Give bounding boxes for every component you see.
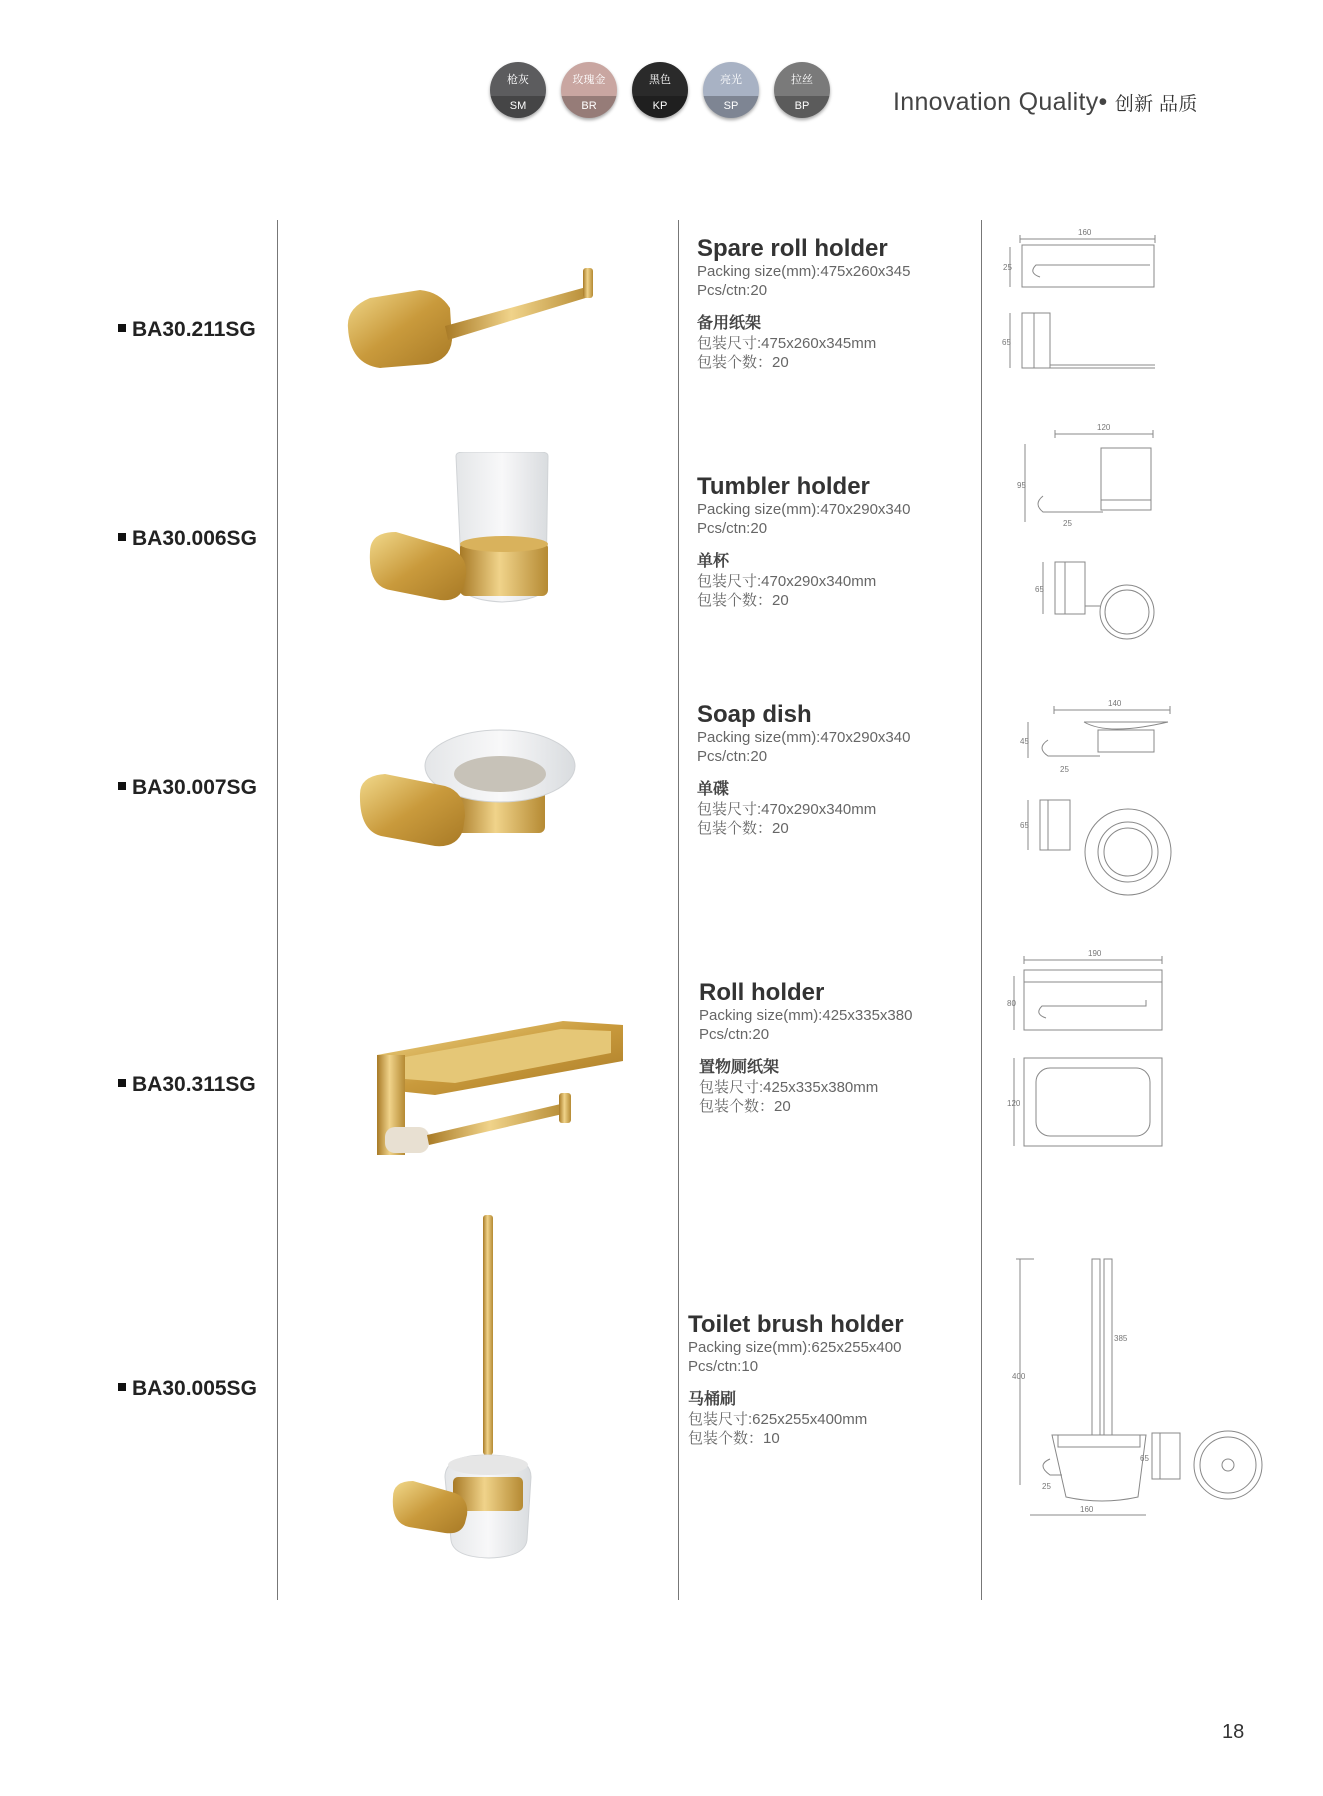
dimension-label: 95 [1017,481,1026,490]
finish-swatch-code: KP [632,96,688,118]
finish-swatch-sm [490,62,546,118]
technical-drawing-spare-roll-holder [1000,225,1170,375]
finish-swatch-label: 枪灰 [507,74,529,86]
product-info [697,474,977,610]
product-image-toilet-brush-holder [385,1215,535,1560]
model-code-text: BA30.005SG [132,1377,257,1400]
dimension-label: 190 [1088,949,1102,958]
packing-size: Packing size(mm):470x290x340 [697,501,911,518]
packing-size: Packing size(mm):470x290x340 [697,729,911,746]
pcs-per-carton-cn: 包装个数：10 [688,1430,780,1447]
dimension-label: 120 [1097,423,1111,432]
dimension-label: 160 [1080,1505,1094,1514]
model-code-text: BA30.007SG [132,776,257,799]
packing-size-cn: 包装尺寸:475x260x345mm [697,335,877,352]
finish-swatch-code: SM [490,96,546,118]
finish-swatch-label: 亮光 [720,74,742,86]
product-info [697,236,977,372]
product-info [699,980,979,1116]
dimension-label: 65 [1002,338,1011,347]
bullet-square [118,533,126,541]
finish-swatch-bp [774,62,830,118]
pcs-per-carton-cn: 包装个数：20 [697,820,789,837]
model-code-text: BA30.311SG [132,1073,256,1096]
dimension-label: 65 [1140,1454,1149,1463]
dimension-label: 400 [1012,1372,1026,1381]
packing-size: Packing size(mm):425x335x380 [699,1007,913,1024]
product-info [697,702,977,838]
finish-swatch-label: 玫瑰金 [572,74,606,86]
packing-size-cn: 包装尺寸:625x255x400mm [688,1411,868,1428]
bullet-square [118,1383,126,1391]
tagline-cn: 创新 品质 [1114,94,1198,115]
model-code-text: BA30.006SG [132,527,257,550]
finish-swatch-code: BR [561,96,617,118]
column-divider-left [277,220,278,1600]
tagline-dot: • [1098,88,1108,116]
finish-swatch-sp [703,62,759,118]
pcs-per-carton: Pcs/ctn:20 [699,1026,770,1043]
column-divider-right [981,220,982,1600]
product-info [688,1312,968,1448]
dimension-label: 45 [1020,737,1029,746]
pcs-per-carton: Pcs/ctn:20 [697,282,768,299]
product-name-cn: 备用纸架 [697,315,762,332]
model-code [118,318,256,342]
column-divider-middle [678,220,679,1600]
pcs-per-carton-cn: 包装个数：20 [697,592,789,609]
finish-swatch-code: BP [774,96,830,118]
page-number: 18 [1222,1721,1245,1743]
product-name-cn: 单杯 [697,553,730,570]
bullet-square [118,782,126,790]
bullet-square [118,324,126,332]
model-code-text: BA30.211SG [132,318,256,341]
technical-drawing-roll-holder [1006,948,1171,1153]
finish-swatch-label: 黑色 [649,74,671,86]
product-image-spare-roll-holder [340,268,610,388]
pcs-per-carton-cn: 包装个数：20 [697,354,789,371]
model-code [118,1073,256,1097]
product-image-roll-holder [375,1015,625,1180]
product-name: Roll holder [699,979,825,1006]
finish-swatch-code: SP [703,96,759,118]
pcs-per-carton: Pcs/ctn:20 [697,520,768,537]
dimension-label: 80 [1007,999,1016,1008]
product-name-cn: 置物厕纸架 [699,1059,780,1076]
finish-swatch-br [561,62,617,118]
packing-size-cn: 包装尺寸:470x290x340mm [697,801,877,818]
packing-size-cn: 包装尺寸:425x335x380mm [699,1079,879,1096]
product-name: Soap dish [697,701,812,728]
product-name: Spare roll holder [697,235,888,262]
model-code [118,776,257,800]
dimension-label: 25 [1060,765,1069,774]
dimension-label: 65 [1035,585,1044,594]
brand-tagline [893,88,1198,117]
product-image-tumbler-holder [360,452,570,612]
dimension-label: 160 [1078,228,1092,237]
product-name: Tumbler holder [697,473,870,500]
product-name: Toilet brush holder [688,1311,904,1338]
pcs-per-carton: Pcs/ctn:10 [688,1358,759,1375]
finish-swatch-label: 拉丝 [791,74,813,86]
dimension-label: 385 [1114,1334,1128,1343]
packing-size-cn: 包装尺寸:470x290x340mm [697,573,877,590]
model-code [118,1377,257,1401]
bullet-square [118,1079,126,1087]
technical-drawing-tumbler-holder [1015,422,1165,647]
technical-drawing-toilet-brush-holder [1010,1255,1290,1525]
tagline-en: Innovation Quality [893,88,1099,116]
packing-size: Packing size(mm):625x255x400 [688,1339,902,1356]
dimension-label: 25 [1003,263,1012,272]
pcs-per-carton: Pcs/ctn:20 [697,748,768,765]
dimension-label: 25 [1042,1482,1051,1491]
pcs-per-carton-cn: 包装个数：20 [699,1098,791,1115]
technical-drawing-soap-dish [1018,696,1178,911]
finish-swatch-kp [632,62,688,118]
model-code [118,527,257,551]
product-name-cn: 单碟 [697,781,730,798]
dimension-label: 120 [1007,1099,1021,1108]
dimension-label: 25 [1063,519,1072,528]
product-image-soap-dish [355,726,580,851]
packing-size: Packing size(mm):475x260x345 [697,263,911,280]
product-name-cn: 马桶刷 [688,1391,737,1408]
dimension-label: 140 [1108,699,1122,708]
dimension-label: 65 [1020,821,1029,830]
